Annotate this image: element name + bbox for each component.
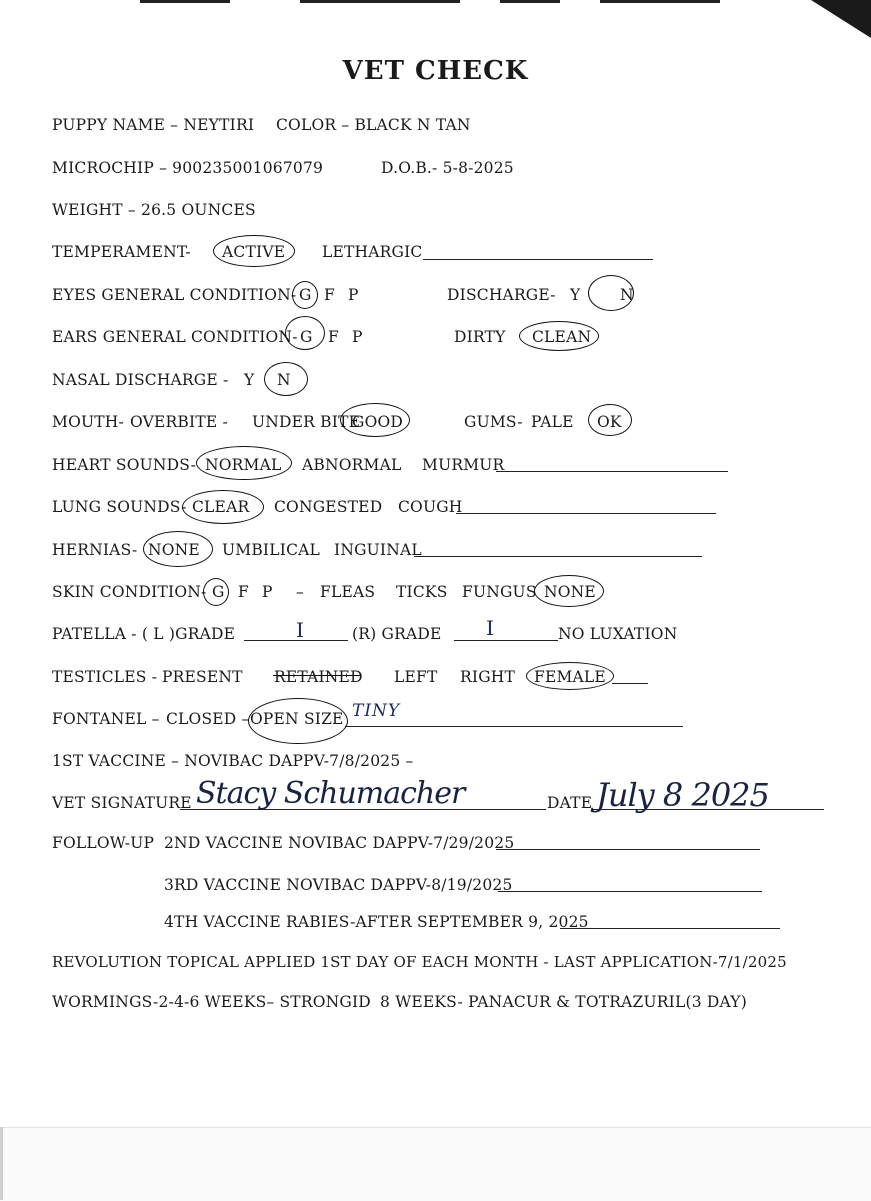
testicles-female: FEMALE [534, 668, 606, 686]
hernias-label: HERNIAS- [52, 541, 138, 559]
nasal-label: NASAL DISCHARGE - [52, 371, 229, 389]
scan-corner-mark [811, 0, 871, 38]
second-vaccine-blank [496, 849, 760, 850]
eyes-discharge-y: Y [570, 286, 581, 304]
ears-g-circle [285, 316, 325, 350]
clear-circle [182, 490, 264, 524]
revolution-text: REVOLUTION TOPICAL APPLIED 1ST DAY OF EACH MONTH - LAST APPLICATION-7/1/2025 [52, 953, 787, 971]
date-of-birth: D.O.B.- 5-8-2025 [381, 159, 514, 177]
ears-dirty: DIRTY [454, 328, 506, 346]
ears-clean-circle [519, 321, 599, 351]
vet-signature-label: VET SIGNATURE [52, 794, 192, 812]
date-label: DATE [547, 794, 593, 812]
lung-cough: COUGH [398, 498, 463, 516]
gums-ok: OK [597, 413, 622, 431]
none-circle [143, 531, 213, 567]
fontanel-size-handwritten: TINY [352, 701, 401, 721]
normal-circle [196, 446, 292, 480]
temperament-label: TEMPERAMENT- [52, 243, 191, 261]
microchip-number: MICROCHIP – 900235001067079 [52, 159, 324, 177]
fontanel-closed: CLOSED – [166, 710, 250, 728]
second-vaccine: 2ND VACCINE NOVIBAC DAPPV-7/29/2025 [164, 834, 515, 852]
gums-label: GUMS- [464, 413, 523, 431]
eyes-discharge-label: DISCHARGE- [447, 286, 556, 304]
hernias-none: NONE [148, 541, 200, 559]
lung-clear: CLEAR [192, 498, 250, 516]
third-vaccine-blank [498, 891, 762, 892]
temperament-lethargic: LETHARGIC [322, 243, 423, 261]
cough-blank [456, 513, 716, 514]
good-circle [340, 403, 410, 437]
scan-left-edge [0, 1127, 3, 1200]
eyes-f: F [324, 286, 335, 304]
skin-none: NONE [544, 583, 596, 601]
heart-abnormal: ABNORMAL [302, 456, 402, 474]
skin-g-circle [203, 578, 229, 606]
third-vaccine: 3RD VACCINE NOVIBAC DAPPV-8/19/2025 [164, 876, 513, 894]
patella-right-blank [454, 640, 558, 641]
mouth-good: GOOD [352, 413, 404, 431]
testicles-label: TESTICLES - [52, 668, 158, 686]
ears-label: EARS GENERAL CONDITION- [52, 328, 298, 346]
ears-clean: CLEAN [532, 328, 592, 346]
eyes-g-circle [292, 281, 318, 309]
vet-signature-handwritten: Stacy Schumacher [196, 776, 465, 811]
ears-g: G [300, 328, 313, 346]
fontanel-blank [345, 726, 683, 727]
skin-ticks: TICKS [396, 583, 448, 601]
female-blank [612, 683, 648, 684]
fourth-vaccine-blank [560, 928, 780, 929]
ears-f: F [328, 328, 339, 346]
puppy-name: PUPPY NAME – NEYTIRI [52, 116, 255, 134]
ok-circle [588, 404, 632, 436]
mouth-label: MOUTH- [52, 413, 124, 431]
first-vaccine: 1ST VACCINE – NOVIBAC DAPPV-7/8/2025 – [52, 752, 414, 770]
active-circle [213, 235, 295, 267]
skin-g: G [212, 583, 225, 601]
hernias-inguinal: INGUINAL [334, 541, 422, 559]
nasal-n-circle [264, 362, 308, 396]
testicles-right: RIGHT [460, 668, 516, 686]
mouth-overbite: OVERBITE - [130, 413, 228, 431]
patella-right-grade: I [486, 616, 494, 640]
patella-right-label: (R) GRADE [352, 625, 442, 643]
hernias-umbilical: UMBILICAL [222, 541, 321, 559]
skin-fleas: FLEAS [320, 583, 376, 601]
skin-f: F [238, 583, 249, 601]
nasal-y: Y [244, 371, 255, 389]
heart-normal: NORMAL [205, 456, 282, 474]
inguinal-blank [414, 556, 702, 557]
fourth-vaccine: 4TH VACCINE RABIES-AFTER SEPTEMBER 9, 2025 [164, 913, 589, 931]
follow-up-label: FOLLOW-UP [52, 834, 155, 852]
scan-bottom-edge [0, 1127, 871, 1201]
skin-fungus: FUNGUS [462, 583, 537, 601]
open-size-circle [248, 698, 348, 744]
testicles-retained: RETAINED [274, 668, 363, 686]
murmur-blank [496, 471, 728, 472]
female-circle [526, 662, 614, 690]
heart-label: HEART SOUNDS- [52, 456, 197, 474]
gums-pale: PALE [531, 413, 574, 431]
date-handwritten: July 8 2025 [596, 776, 769, 814]
testicles-left: LEFT [394, 668, 438, 686]
skin-label: SKIN CONDITION- [52, 583, 207, 601]
eyes-n-circle [588, 275, 634, 311]
ears-p: P [352, 328, 363, 346]
retained-strikethrough [273, 675, 361, 676]
eyes-discharge-n: N [620, 286, 634, 304]
no-luxation: NO LUXATION [558, 625, 678, 643]
lethargic-blank [423, 259, 653, 260]
skin-dash: – [296, 583, 304, 601]
mouth-underbite: UNDER BITE [252, 413, 361, 431]
scan-top-edge [0, 0, 871, 6]
lung-label: LUNG SOUNDS- [52, 498, 187, 516]
eyes-p: P [348, 286, 359, 304]
puppy-color: COLOR – BLACK N TAN [276, 116, 471, 134]
testicles-present: PRESENT [162, 668, 243, 686]
skin-none-circle [534, 575, 604, 607]
weight: WEIGHT – 26.5 OUNCES [52, 201, 256, 219]
wormings-first: WORMINGS-2-4-6 WEEKS– STRONGID [52, 993, 371, 1011]
fontanel-label: FONTANEL – [52, 710, 160, 728]
patella-left-label: PATELLA - ( L )GRADE [52, 625, 236, 643]
heart-murmur: MURMUR [422, 456, 505, 474]
eyes-label: EYES GENERAL CONDITION- [52, 286, 297, 304]
nasal-n: N [277, 371, 291, 389]
wormings-second: 8 WEEKS- PANACUR & TOTRAZURIL(3 DAY) [380, 993, 747, 1011]
eyes-g: G [299, 286, 312, 304]
form-title: VET CHECK [342, 56, 529, 86]
patella-left-grade: I [296, 618, 304, 642]
temperament-active: ACTIVE [222, 243, 286, 261]
skin-p: P [262, 583, 273, 601]
lung-congested: CONGESTED [274, 498, 383, 516]
fontanel-open-size: OPEN SIZE [250, 710, 344, 728]
